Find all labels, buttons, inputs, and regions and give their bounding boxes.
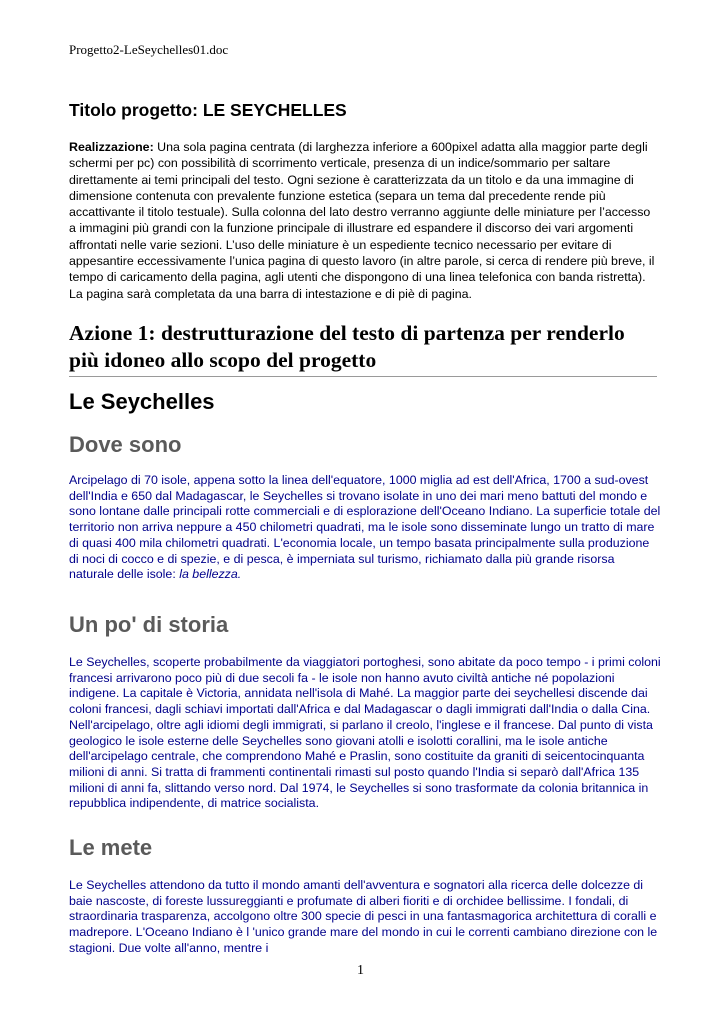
section-text-dove-sono — [69, 473, 661, 583]
realizzazione-label: Realizzazione: — [69, 140, 154, 154]
section-heading-storia: Un po' di storia — [69, 612, 229, 637]
section-text-storia: Le Seychelles, scoperte probabilmente da viaggiatori portoghesi, sono abitate da poco tempo - i primi coloni francesi arrivarono poco più di due secoli fa - le isole non hanno avuto civiltà antiche né popolazioni indigene. La capitale è Victoria, annidata nell'isola di Mahé. La maggior parte dei seychellesi discende dai coloni francesi, dagli schiavi importati dall'Africa e dal Madagascar o dagli immigrati dall'India o dalla Cina. Nell'arcipelago, oltre agli idiomi degli immigrati, si parlano il creolo, l'inglese e il francese. Dal punto di vista geologico le isole esterne delle Seychelles sono giovani atolli e isolotti corallini, ma le isole antiche dell'arcipelago centrale, che comprendono Mahé e Praslin, sono costituite da graniti di seicentocinquanta milioni di anni. Si tratta di frammenti continentali rimasti sul posto quando l'India si separò dall'Africa 135 milioni di anni fa, slittando verso nord. Dal 1974, le Seychelles si sono trasformate da colonia britannica in repubblica indipendente, di matrice socialista. — [69, 655, 661, 811]
dove-sono-emphasis: la bellezza. — [179, 567, 242, 582]
realizzazione-paragraph — [69, 139, 659, 302]
project-title: Titolo progetto: LE SEYCHELLES — [69, 100, 347, 120]
realizzazione-text: Una sola pagina centrata (di larghezza inferiore a 600pixel adatta alla maggior parte degli schermi per pc) con possibilità di scorrimento verticale, presenza di un indice/sommario per saltare direttamente ai temi principali del testo. Ogni sezione è caratterizzata da un titolo e da una immagine di dimensione contenuta con prevalente funzione estetica (separa un tema dal precedente rende più accattivante il titolo testuale). Sulla colonna del lato destro verranno aggiunte delle miniature per l’accesso a immagini più grandi con la funzione principale di illustrare ed espandere il discorso dei vari argomenti affrontati nelle varie sezioni. L’uso delle miniature è un espediente tecnico necessario per evitare di appesantire eccessivamente l’unica pagina di questo lavoro (in altre parole, si cerca di rendere più breve, il tempo di caricamento della pagina, agli utenti che dispongono di una linea telefonica con banda ristretta). La pagina sarà completata da una barra di intestazione e di piè di pagina. — [69, 140, 655, 301]
document-filename-header: Progetto2-LeSeychelles01.doc — [69, 42, 229, 57]
section-heading-le-mete: Le mete — [69, 835, 153, 860]
dove-sono-body: Arcipelago di 70 isole, appena sotto la linea dell'equatore, 1000 miglia ad est dell'Africa, 1700 a sud-ovest dell'India e 650 dal Madagascar, le Seychelles si trovano isolate in uno dei mari meno battuti del mondo e sono lontane dalle principali rotte commerciali e di esplorazione dell'Oceano Indiano. La superficie totale del territorio non arriva neppure a 450 chilometri quadrati, ma le isole sono disseminate lungo un tratto di mare di quasi 400 mila chilometri quadrati. L'economia locale, un tempo basata principalmente sulla produzione di noci di cocco e di spezie, e di pesca, è imperniata sul turismo, richiamato dalla più grande risorsa naturale delle isole: — [69, 473, 661, 582]
section-text-le-mete: Le Seychelles attendono da tutto il mondo amanti dell'avventura e sognatori alla ricerca delle dolcezze di baie nascoste, di foreste lussureggianti e profumate di alberi fioriti e di orchidee bellissime. I fondali, di straordinaria trasparenza, accolgono oltre 300 specie di pesci in una fantasmagorica architettura di coralli e madrepore. L'Oceano Indiano è l 'unico grande mare del mondo in cui le correnti cambiano direzione con le stagioni. Due volte all'anno, mentre i — [69, 878, 658, 955]
azione-heading: Azione 1: destrutturazione del testo di partenza per renderlo più idoneo allo scopo del progetto — [69, 320, 657, 377]
section-heading-dove-sono: Dove sono — [69, 432, 182, 457]
main-heading: Le Seychelles — [69, 389, 215, 414]
page-number: 1 — [357, 963, 364, 978]
